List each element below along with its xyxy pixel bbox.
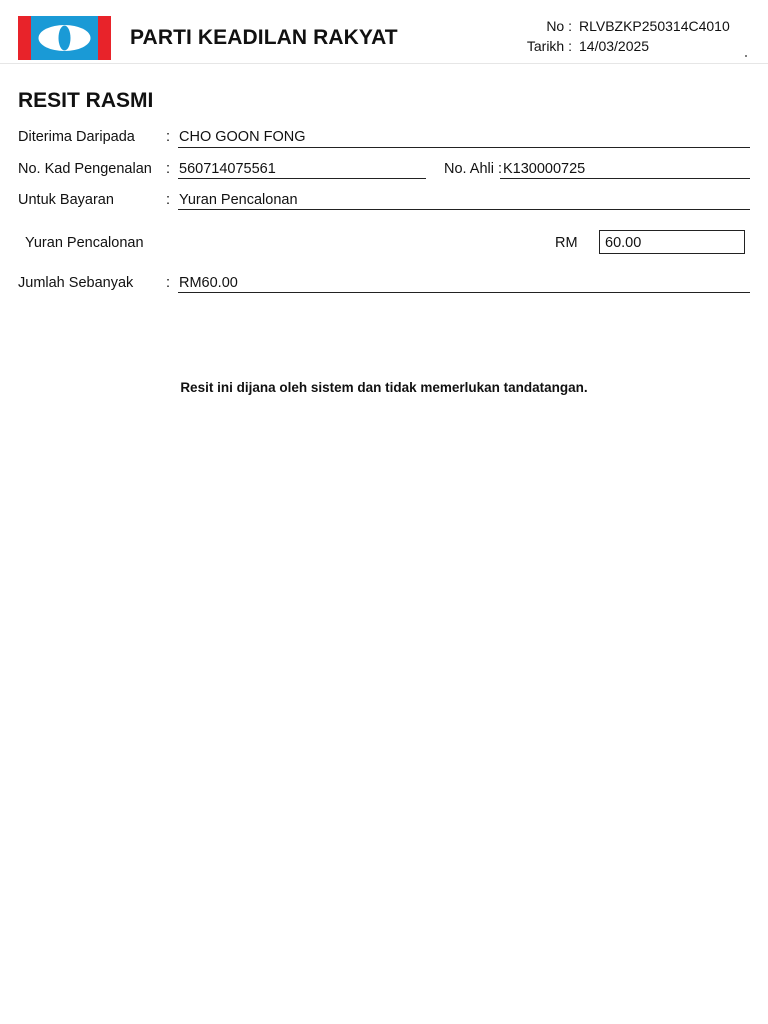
receipt-title: RESIT RASMI (18, 89, 154, 112)
party-logo (18, 16, 111, 60)
receipt-no-label: No : (546, 18, 572, 34)
payment-for-underline (178, 209, 750, 210)
system-generated-note: Resit ini dijana oleh sistem dan tidak memerlukan tandatangan. (180, 380, 588, 395)
member-no-label: No. Ahli : (444, 161, 503, 177)
payment-for-label: Untuk Bayaran (18, 192, 114, 208)
payment-for-colon: : (166, 192, 171, 208)
received-from-underline (178, 147, 750, 148)
received-from-value: CHO GOON FONG (179, 129, 306, 145)
total-colon: : (166, 275, 171, 291)
receipt-no-value: RLVBZKP250314C4010 (579, 18, 730, 34)
header-divider (0, 63, 768, 64)
ic-no-value: 560714075561 (179, 161, 276, 177)
party-name: PARTI KEADILAN RAKYAT (130, 26, 398, 49)
received-from-label: Diterima Daripada (18, 129, 135, 145)
total-value: RM60.00 (179, 275, 238, 291)
header-dot (745, 55, 747, 57)
member-no-underline (500, 178, 750, 179)
line-item-amount-box (599, 230, 745, 254)
line-item-amount: 60.00 (605, 235, 642, 251)
ic-no-label: No. Kad Pengenalan (18, 161, 152, 177)
total-underline (178, 292, 750, 293)
receipt-date-value: 14/03/2025 (579, 38, 650, 54)
ic-no-colon: : (166, 161, 171, 177)
receipt-date-label: Tarikh : (526, 38, 572, 54)
payment-for-value: Yuran Pencalonan (179, 192, 298, 208)
ic-no-underline (178, 178, 426, 179)
member-no-value: K130000725 (503, 161, 586, 177)
total-label: Jumlah Sebanyak (18, 275, 134, 291)
received-from-colon: : (166, 129, 171, 145)
line-item-description: Yuran Pencalonan (25, 235, 144, 251)
pkr-flag-icon (18, 16, 111, 60)
line-item-currency: RM (555, 235, 578, 251)
